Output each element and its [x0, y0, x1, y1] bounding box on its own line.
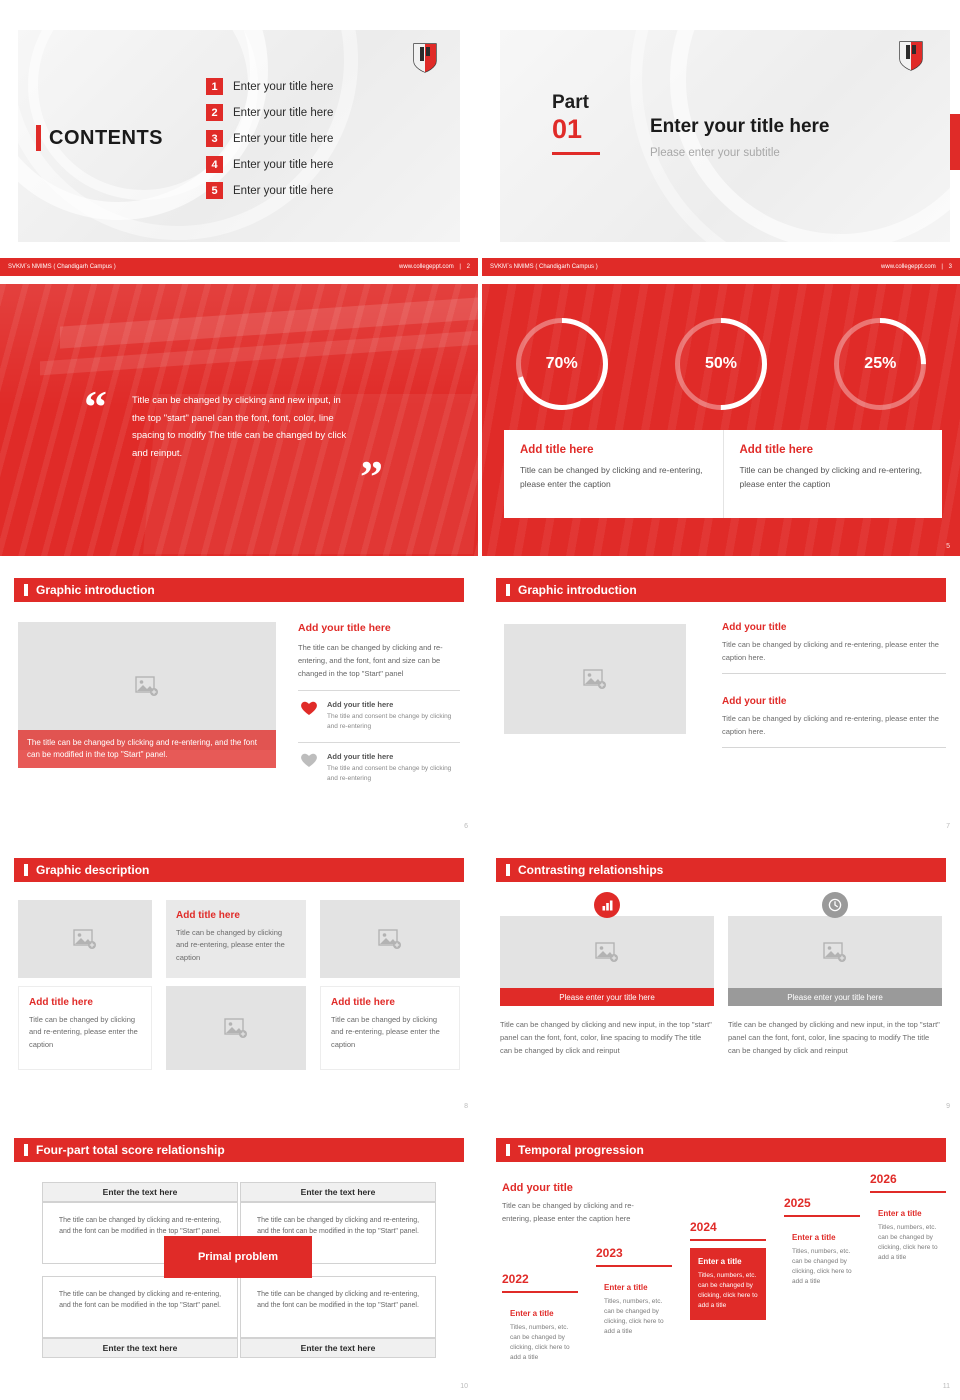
step-text: Titles, numbers, etc. can be changed by clicking, click here to add a title: [792, 1248, 852, 1286]
header-title: Contrasting relationships: [518, 863, 664, 877]
card-title: Add title here: [739, 444, 813, 456]
step-text: Titles, numbers, etc. can be changed by clicking, click here to add a title: [878, 1224, 938, 1262]
donut-label: 25%: [864, 355, 897, 372]
image-placeholder[interactable]: [320, 900, 460, 978]
footer-url: www.collegeppt.com: [399, 264, 454, 270]
column-strip-label: Please enter your title here: [500, 988, 714, 1006]
list-item-label: Enter your title here: [233, 132, 334, 145]
list-item-label: Enter your title here: [233, 106, 334, 119]
image-placeholder-icon: [378, 929, 402, 949]
icon-row[interactable]: [298, 700, 460, 732]
part-label: Part: [552, 92, 589, 113]
text-block: [722, 696, 946, 748]
footer-left-text: SVKM¨s NMIMS ( Chandigarh Campus ): [8, 264, 116, 270]
column-description: Title can be changed by clicking and new input, in the top "start" panel can the font, font, color, line spacing to modify The title can be changed by click and reinput: [500, 1020, 712, 1056]
icon-row-text: [327, 700, 460, 732]
slide-contrasting-relationships[interactable]: [482, 844, 960, 1116]
right-title: Add your title here: [298, 622, 391, 634]
cell-text: Title can be changed by clicking and re-entering, please enter the caption: [331, 1015, 440, 1049]
column-strip-label: Please enter your title here: [728, 988, 942, 1006]
header-accent: [506, 584, 510, 596]
slide-header: [14, 858, 464, 882]
list-item-number: 4: [206, 156, 223, 173]
header-title: Graphic introduction: [518, 583, 637, 597]
image-placeholder[interactable]: [500, 916, 714, 988]
header-accent: [24, 864, 28, 876]
info-card-column: [723, 430, 943, 518]
divider: [298, 690, 460, 691]
footer-right-group: www.collegeppt.com | 2: [399, 264, 470, 270]
text-block: [722, 622, 946, 674]
slide-section-divider[interactable]: [482, 4, 960, 276]
step-year: 2025: [784, 1196, 811, 1210]
quadrant-header: Enter the text here: [240, 1338, 436, 1358]
header-title: Four-part total score relationship: [36, 1143, 225, 1157]
list-item-label: Enter your title here: [233, 80, 334, 93]
timeline-step-2023[interactable]: [596, 1246, 672, 1346]
contents-list: [206, 78, 333, 208]
header-title: Temporal progression: [518, 1143, 644, 1157]
footer-left-text: SVKM¨s NMIMS ( Chandigarh Campus ): [490, 264, 598, 270]
cell-text: Title can be changed by clicking and re-entering, please enter the caption: [29, 1015, 138, 1049]
quadrant-header: Enter the text here: [240, 1182, 436, 1202]
page-number: 11: [942, 1383, 950, 1390]
image-placeholder[interactable]: [166, 986, 306, 1070]
step-bar: [784, 1215, 860, 1217]
text-cell: [18, 986, 152, 1070]
footer-page-number: 2: [466, 264, 470, 270]
icon-row-title: Add your title here: [327, 751, 394, 761]
slide-header: [14, 578, 464, 602]
step-bar: [690, 1239, 766, 1241]
page-number: 5: [946, 543, 950, 550]
list-item-label: Enter your title here: [233, 184, 334, 197]
page-number: 7: [946, 823, 950, 830]
right-text: The title can be changed by clicking and re-entering, and the font, font and size can be changed in the top "Start" panel: [298, 643, 443, 679]
comparison-column-right: [728, 906, 942, 1057]
list-item-label: Enter your title here: [233, 158, 334, 171]
step-year: 2026: [870, 1172, 897, 1186]
quote-open-mark: “: [84, 381, 107, 432]
contents-panel: [18, 30, 460, 242]
step-bar: [596, 1265, 672, 1267]
donut-chart-50: [675, 318, 767, 410]
card-text: Title can be changed by clicking and re-entering, please enter the caption: [520, 465, 703, 489]
step-title: Enter a title: [698, 1257, 742, 1266]
slide-graphic-introduction-1[interactable]: [0, 564, 478, 836]
step-body: [690, 1248, 766, 1320]
info-card: [504, 430, 942, 518]
icon-row-desc: The title and consent be change by clicking and re-entering: [327, 764, 452, 782]
header-accent: [24, 584, 28, 596]
page-number: 6: [464, 823, 468, 830]
title-accent-bar: [36, 125, 41, 151]
image-placeholder-icon: [583, 669, 607, 689]
slide-header: [496, 1138, 946, 1162]
list-item[interactable]: [206, 78, 333, 95]
page-number: 10: [460, 1383, 468, 1390]
slide-footer: [482, 258, 960, 276]
logo-shield-icon: [898, 40, 924, 72]
slide-header: [14, 1138, 464, 1162]
slide-donut-stats[interactable]: [482, 284, 960, 556]
header-accent: [506, 1144, 510, 1156]
list-item[interactable]: [206, 156, 333, 173]
cell-title: Add title here: [176, 910, 240, 921]
slide-graphic-introduction-2[interactable]: [482, 564, 960, 836]
image-placeholder-icon: [595, 942, 619, 962]
lead-title: Add your title: [502, 1182, 573, 1194]
quadrant-header: Enter the text here: [42, 1182, 238, 1202]
header-accent: [24, 1144, 28, 1156]
icon-row-desc: The title and consent be change by clicking and re-entering: [327, 713, 452, 731]
quote-close-mark: ”: [360, 451, 383, 502]
cell-title: Add title here: [29, 997, 93, 1008]
slide-footer: [0, 258, 478, 276]
slide-header: [496, 858, 946, 882]
cell-text: Title can be changed by clicking and re-entering, please enter the caption: [176, 928, 285, 962]
quadrant-header: Enter the text here: [42, 1338, 238, 1358]
header-title: Graphic description: [36, 863, 150, 877]
block-title: Add your title: [722, 622, 787, 633]
step-bar: [870, 1191, 946, 1193]
bar-chart-icon: [594, 892, 620, 918]
step-year: 2022: [502, 1272, 529, 1286]
clock-icon: [822, 892, 848, 918]
image-placeholder[interactable]: [728, 916, 942, 988]
image-placeholder-icon: [135, 676, 159, 696]
page-number: 9: [946, 1103, 950, 1110]
list-item-number: 2: [206, 104, 223, 121]
step-text: Titles, numbers, etc. can be changed by clicking, click here to add a title: [698, 1272, 758, 1310]
card-text: Title can be changed by clicking and re-entering, please enter the caption: [739, 465, 923, 489]
list-item-number: 1: [206, 78, 223, 95]
step-title: Enter a title: [878, 1209, 922, 1218]
lead-text: Title can be changed by clicking and re-entering, please enter the caption here: [502, 1201, 634, 1223]
slide-four-part-total-score[interactable]: [0, 1124, 478, 1396]
footer-right-group: www.collegeppt.com | 3: [881, 264, 952, 270]
heart-icon: [298, 752, 320, 784]
slide-graphic-description[interactable]: [0, 844, 478, 1116]
block-text: Title can be changed by clicking and re-entering, please enter the caption here.: [722, 640, 939, 662]
image-placeholder-icon: [823, 942, 847, 962]
donut-label: 70%: [545, 355, 578, 372]
donut-row: [482, 318, 960, 410]
donut-chart-70: [516, 318, 608, 410]
column-description: Title can be changed by clicking and new input, in the top "start" panel can the font, font, color, line spacing to modify The title can be changed by click and reinput: [728, 1020, 940, 1056]
quote-text: Title can be changed by clicking and new input, in the top "start" panel can the font, font, color, line spacing to modify The title can be changed by click and reinput.: [132, 395, 347, 459]
step-title: Enter a title: [604, 1283, 648, 1292]
image-placeholder-icon: [224, 1018, 248, 1038]
text-cell: [166, 900, 306, 978]
block-title: Add your title: [722, 696, 787, 707]
slide-temporal-progression[interactable]: [482, 1124, 960, 1396]
header-title: Graphic introduction: [36, 583, 155, 597]
step-title: Enter a title: [510, 1309, 554, 1318]
step-body: [784, 1224, 860, 1296]
step-year: 2023: [596, 1246, 623, 1260]
page-number: 8: [464, 1103, 468, 1110]
list-item-number: 3: [206, 130, 223, 147]
block-text: Title can be changed by clicking and re-entering, please enter the caption here.: [722, 714, 939, 736]
image-placeholder[interactable]: [18, 900, 152, 978]
header-accent: [506, 864, 510, 876]
info-card-column: [504, 430, 723, 518]
icon-row-title: Add your title here: [327, 700, 394, 710]
cell-title: Add title here: [331, 997, 395, 1008]
icon-row-text: [327, 752, 460, 784]
quadrant-box: The title can be changed by clicking and re-entering, and the font can be modified in the top "Start" panel.: [240, 1202, 436, 1264]
heart-icon: [298, 700, 320, 732]
step-body: [870, 1200, 946, 1272]
timeline-step-2026[interactable]: [870, 1172, 946, 1272]
lead-block: [502, 1182, 640, 1226]
step-year: 2024: [690, 1220, 717, 1234]
step-body: [502, 1300, 578, 1372]
section-title: Enter your title here: [650, 116, 830, 137]
timeline-step-2025[interactable]: [784, 1196, 860, 1296]
image-placeholder[interactable]: [504, 624, 686, 734]
timeline-step-2024[interactable]: [690, 1220, 766, 1320]
part-number: 01: [552, 114, 583, 144]
card-title: Add title here: [520, 444, 594, 456]
slide-header: [496, 578, 946, 602]
footer-page-number: 3: [948, 264, 952, 270]
comparison-column-left: [500, 906, 714, 1057]
quadrant-box: The title can be changed by clicking and re-entering, and the font can be modified in the top "Start" panel.: [240, 1276, 436, 1338]
divider: [298, 742, 460, 743]
logo-shield-icon: [412, 42, 438, 74]
donut-chart-25: [834, 318, 926, 410]
right-content: [298, 622, 460, 792]
footer-url: www.collegeppt.com: [881, 264, 936, 270]
contents-title: CONTENTS: [49, 126, 163, 149]
step-text: Titles, numbers, etc. can be changed by clicking, click here to add a title: [510, 1324, 570, 1362]
accent-bar: [950, 114, 960, 170]
slide-quote[interactable]: [0, 284, 478, 556]
section-subtitle: Please enter your subtitle: [650, 147, 780, 159]
timeline-step-2022[interactable]: [502, 1272, 578, 1372]
image-caption: The title can be changed by clicking and re-entering, and the font can be modified in the top "Start" panel.: [18, 730, 276, 768]
image-placeholder-icon: [73, 929, 97, 949]
quadrant-box: The title can be changed by clicking and re-entering, and the font can be modified in the top "Start" panel.: [42, 1276, 238, 1338]
step-bar: [502, 1291, 578, 1293]
quadrant-box: The title can be changed by clicking and re-entering, and the font can be modified in the top "Start" panel.: [42, 1202, 238, 1264]
list-item[interactable]: [206, 182, 333, 199]
list-item-number: 5: [206, 182, 223, 199]
list-item[interactable]: [206, 130, 333, 147]
part-underline: [552, 152, 600, 155]
text-cell: [320, 986, 460, 1070]
icon-row[interactable]: [298, 752, 460, 784]
page-title: [36, 125, 163, 151]
donut-label: 50%: [704, 355, 737, 372]
list-item[interactable]: [206, 104, 333, 121]
step-title: Enter a title: [792, 1233, 836, 1242]
step-body: [596, 1274, 672, 1346]
center-label: Primal problem: [164, 1236, 312, 1278]
slide-contents[interactable]: [0, 4, 478, 276]
step-text: Titles, numbers, etc. can be changed by clicking, click here to add a title: [604, 1298, 664, 1336]
